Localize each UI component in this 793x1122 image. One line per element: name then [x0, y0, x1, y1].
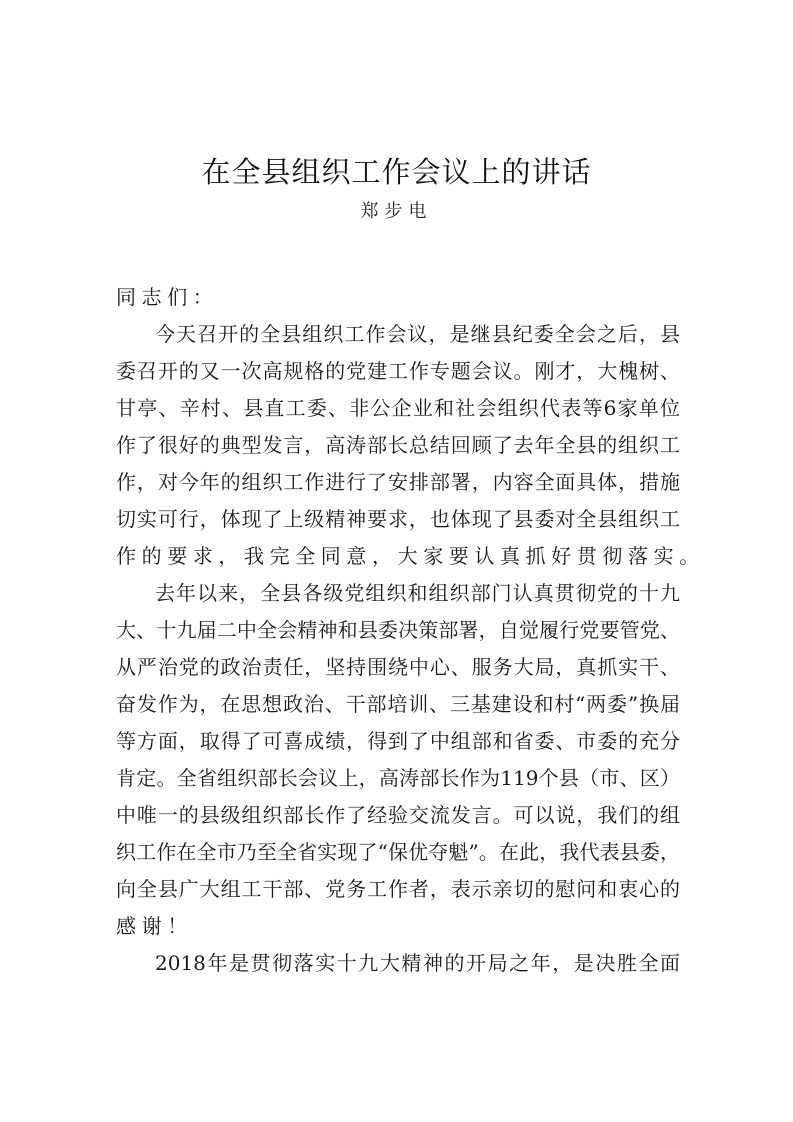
- paragraph-2-line-7: 中唯一的县级组织部长作了经验交流发言。可以说，我们的组: [116, 803, 680, 827]
- paragraph-2-line-1: 去年以来，全县各级党组织和组织部门认真贯彻党的十九: [155, 581, 680, 605]
- paragraph-1-line-1: 今天召开的全县组织工作会议，是继县纪委全会之后，县: [155, 322, 680, 346]
- paragraph-3-line-1: 2018年是贯彻落实十九大精神的开局之年，是决胜全面: [155, 951, 680, 975]
- paragraph-2-line-8: 织工作在全市乃至全省实现了“保优夺魁”。在此，我代表县委，: [116, 840, 680, 864]
- paragraph-2-line-10: 感谢！: [116, 914, 193, 938]
- paragraph-1-line-6: 切实可行，体现了上级精神要求，也体现了县委对全县组织工: [116, 507, 680, 531]
- document-title: 在全县组织工作会议上的讲话: [201, 155, 592, 189]
- paragraph-1-line-5: 作，对今年的组织工作进行了安排部署，内容全面具体，措施: [116, 470, 680, 494]
- paragraph-2-line-2: 大、十九届二中全会精神和县委决策部署，自觉履行党要管党、: [116, 618, 680, 642]
- paragraph-2-line-6: 肯定。全省组织部长会议上，高涛部长作为119个县（市、区）: [116, 766, 680, 790]
- document-author: 郑步电: [360, 201, 433, 222]
- paragraph-2-line-4: 奋发作为，在思想政治、干部培训、三基建设和村“两委”换届: [116, 692, 680, 716]
- paragraph-2-line-5: 等方面，取得了可喜成绩，得到了中组部和省委、市委的充分: [116, 729, 680, 753]
- paragraph-1-line-3: 甘亭、辛村、县直工委、非公企业和社会组织代表等6家单位: [116, 396, 680, 420]
- paragraph-1-line-7: 作的要求，我完全同意，大家要认真抓好贯彻落实。: [116, 544, 705, 568]
- paragraph-2-line-3: 从严治党的政治责任，坚持围绕中心、服务大局，真抓实干、: [116, 655, 680, 679]
- paragraph-1-line-4: 作了很好的典型发言，高涛部长总结回顾了去年全县的组织工: [116, 433, 680, 457]
- salutation: 同志们：: [116, 285, 219, 309]
- paragraph-1-line-2: 委召开的又一次高规格的党建工作专题会议。刚才，大槐树、: [116, 359, 680, 383]
- paragraph-2-line-9: 向全县广大组工干部、党务工作者，表示亲切的慰问和衷心的: [116, 877, 680, 901]
